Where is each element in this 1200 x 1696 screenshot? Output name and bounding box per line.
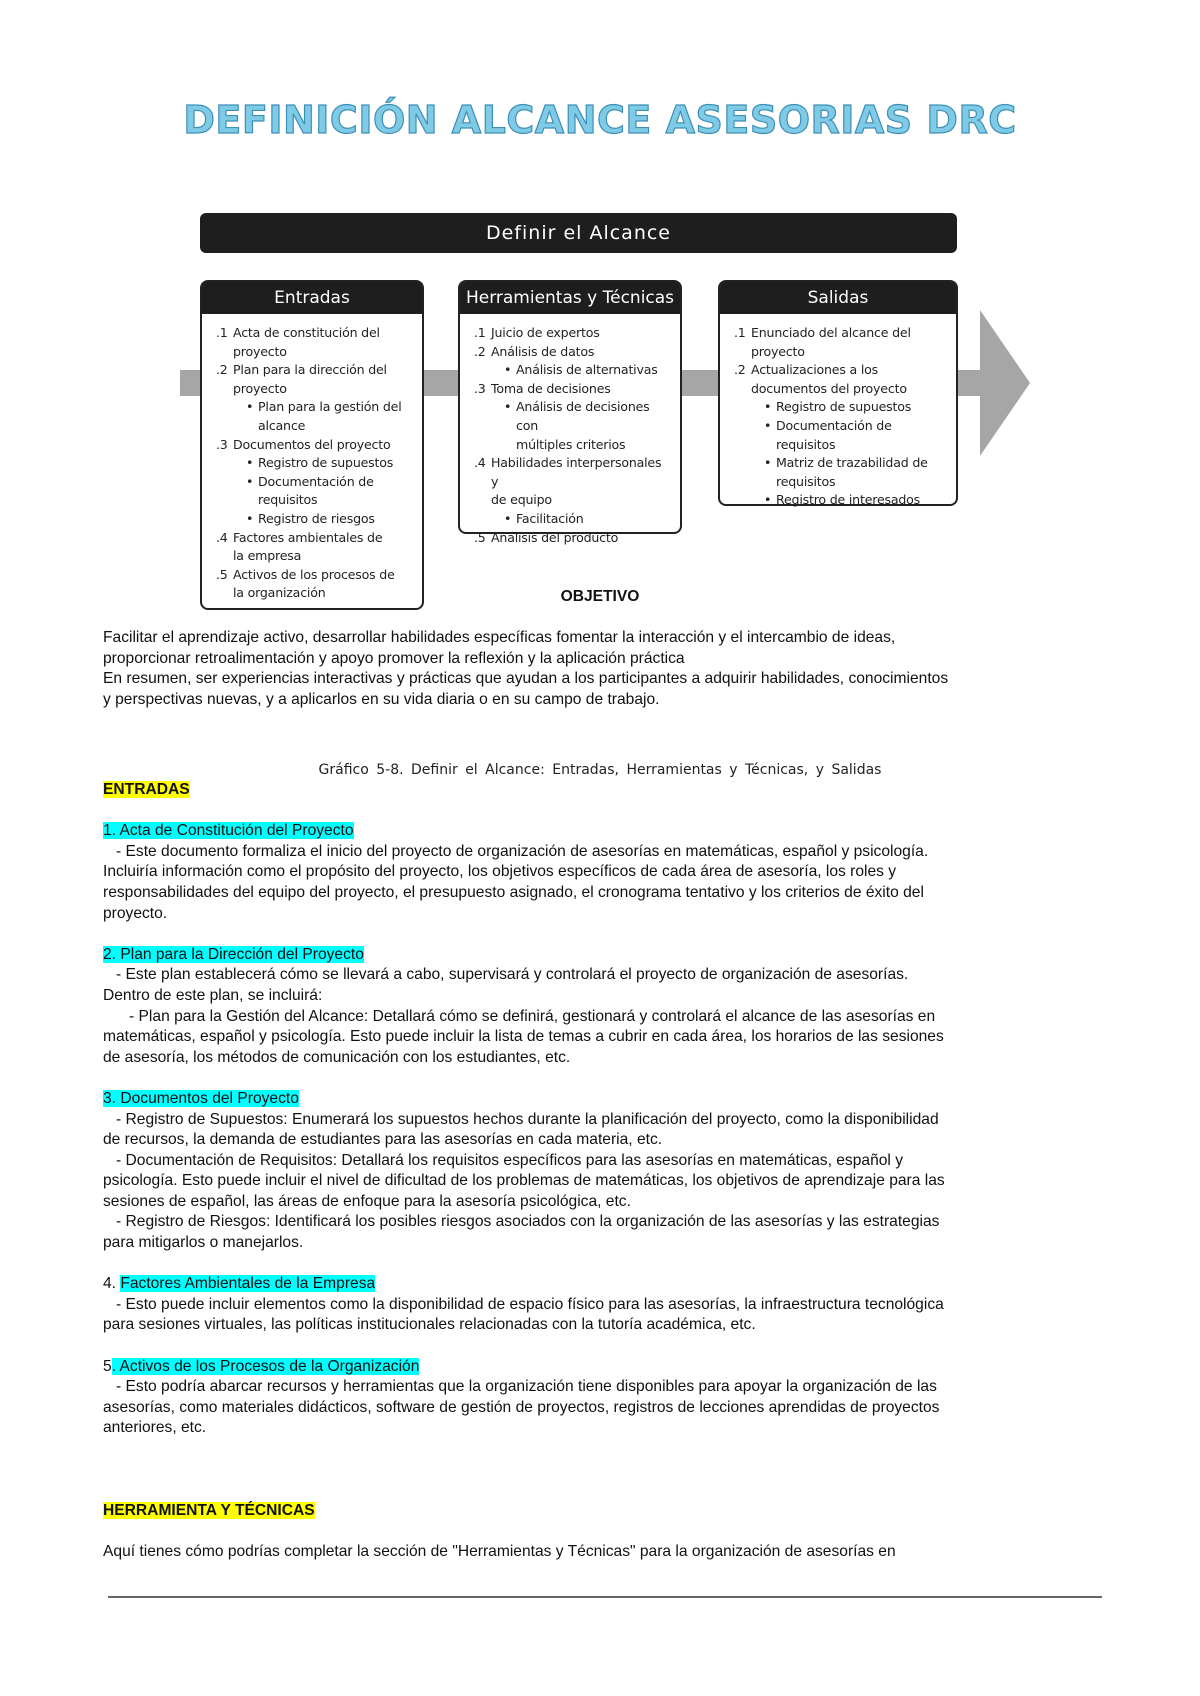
section-title-activos: . Activos de los Procesos de la Organización (111, 1357, 420, 1375)
herramientas-heading: HERRAMIENTA Y TÉCNICAS (103, 1501, 315, 1519)
list-item: • Documentación de requisitos (246, 473, 374, 508)
salidas-list: .1 Enunciado del alcance del proyecto .2 Actualizaciones a los documentos del proyecto • Registro de supuestos • Documentación de requisitos • Matriz de trazabilidad de requisitos • Registro de interesados (720, 314, 956, 516)
list-item: • Facilitación (504, 510, 584, 526)
list-item: • Análisis de alternativas (504, 362, 658, 378)
entradas-box-title: Entradas (202, 282, 422, 314)
salidas-box (718, 280, 958, 506)
list-item: .4 Habilidades interpersonales y (474, 455, 662, 489)
diagram-header: Definir el Alcance (200, 213, 957, 253)
list-item: • Análisis de decisiones con (504, 399, 650, 433)
list-item: .2 Plan para la dirección del (216, 362, 387, 378)
process-diagram (180, 210, 1030, 610)
list-item: .5 Análisis del producto (474, 529, 619, 545)
entradas-section: ENTRADAS 1. Acta de Constitución del Proyecto - Este documento formaliza el inicio del proyecto de organización de asesorías en matemáticas, español y psicología. Incluiría información como el propósito del proyecto, los objetivos específicos de cada área de asesoría, los roles y responsabilidades del equipo del proyecto, el presupuesto asignado, el cronograma tentativo y los criterios de éxito del proyecto. 2. Plan para la Dirección del Proyecto - Este plan establecerá cómo se llevará a cabo, supervisará y controlará el proyecto de organización de asesorías. Dentro de este plan, se incluirá: - Plan para la Gestión del Alcance: Detallará cómo se definirá, gestionará y controlará el alcance de las asesorías en matemáticas, español y psicología. Esto puede incluir la lista de temas a cubrir en cada área, los horarios de las sesiones de asesoría, los métodos de comunicación con los estudiantes, etc. 3. Documentos del Proyecto - Registro de Supuestos: Enumerará los supuestos hechos durante la planificación del proyecto, como la disponibilidad de recursos, la demanda de estudiantes para las asesorías en cada materia, etc. - Documentación de Requisitos: Detallará los requisitos específicos para las asesorías en matemáticas, español y psicología. Esto puede incluir el nivel de dificultad de los problemas de matemáticas, los objetivos de aprendizaje para las sesiones de español, las áreas de enfoque para la asesoría psicológica, etc. - Registro de Riesgos: Identificará los posibles riesgos asociados con la organización de las asesorías y las estrategias para mitigarlos o manejarlos. 4. Factores Ambientales de la Empresa - Esto puede incluir elementos como la disponibilidad de espacio físico para las asesorías, la infraestructura tecnológica para sesiones virtuales, las políticas institucionales relacionadas con la tutoría académica, etc. 5. Activos de los Procesos de la Organización - Esto podría abarcar recursos y herramientas que la organización tiene disponibles para apoyar la organización de las asesorías, como materiales didácticos, software de gestión de proyectos, registros de lecciones aprendidas de proyectos anteriores, etc. HERRAMIENTA Y TÉCNICAS Aquí tienes cómo podrías completar la sección de "Herramientas y Técnicas" para la organización de asesorías en (103, 780, 1103, 1563)
list-item: • Registro de supuestos (764, 399, 912, 415)
herramientas-box-title: Herramientas y Técnicas (460, 282, 680, 314)
list-item: .1 Juicio de expertos (474, 325, 600, 340)
list-item: • Plan para la gestión del (246, 399, 402, 415)
list-item: • Registro de riesgos (246, 510, 375, 526)
entradas-box (200, 280, 424, 610)
objetivo-heading: OBJETIVO (560, 588, 640, 605)
list-item: • Documentación de requisitos (764, 417, 892, 452)
list-item: .3 Toma de decisiones (474, 380, 611, 396)
salidas-box-title: Salidas (720, 282, 956, 314)
section-title-documentos: 3. Documentos del Proyecto (103, 1089, 299, 1107)
section-title-plan: 2. Plan para la Dirección del Proyecto (103, 945, 364, 963)
herramientas-intro: Aquí tienes cómo podrías completar la sección de "Herramientas y Técnicas" para la organización de asesorías en (103, 1542, 896, 1560)
section-title-acta: 1. Acta de Constitución del Proyecto (103, 822, 354, 840)
figure-caption: Gráfico 5-8. Definir el Alcance: Entradas, Herramientas y Técnicas, y Salidas (318, 762, 882, 778)
list-item: .1 Acta de constitución del (216, 325, 380, 340)
entradas-heading: ENTRADAS (103, 781, 190, 798)
document-title: DEFINICIÓN ALCANCE ASESORIAS DRC (183, 98, 1017, 142)
herramientas-list: .1 Juicio de expertos .2 Análisis de datos • Análisis de alternativas .3 Toma de decisiones • Análisis de decisiones con múltiples criterios .4 Habilidades interpersonales y de equipo • Facilitación .5 Análisis del producto (460, 314, 680, 553)
list-item: .5 Activos de los procesos de (216, 566, 395, 582)
list-item: • Registro de interesados (764, 492, 921, 508)
list-item: .4 Factores ambientales de (216, 529, 383, 545)
objetivo-paragraph: Facilitar el aprendizaje activo, desarrollar habilidades específicas fomentar la interacción y el intercambio de ideas, proporcionar retroalimentación y apoyo promover la reflexión y la aplicación práctica En resumen, ser experiencias interactivas y prácticas que ayudan a los participantes a adquirir habilidades, conocimientos y perspectivas nuevas, y a aplicarlos en su vida diaria o en su campo de trabajo. (103, 629, 949, 708)
list-item: • Matriz de trazabilidad de (764, 455, 928, 471)
herramientas-box (458, 280, 682, 545)
section-title-factores: Factores Ambientales de la Empresa (120, 1275, 376, 1293)
list-item: .3 Documentos del proyecto (216, 436, 391, 452)
page-divider (108, 1596, 1102, 1598)
list-item: .2 Actualizaciones a los (734, 362, 878, 378)
list-item: .1 Enunciado del alcance del (734, 325, 911, 340)
list-item: • Registro de supuestos (246, 455, 394, 471)
entradas-list: .1 Acta de constitución del proyecto .2 Plan para la dirección del proyecto • Plan para la gestión del alcance .3 Documentos del proyecto • Registro de supuestos • Documentación de requisitos • Registro de riesgos .4 Factores ambientales de la empresa .5 Activos de los procesos de la organización (202, 314, 422, 609)
list-item: .2 Análisis de datos (474, 343, 595, 359)
